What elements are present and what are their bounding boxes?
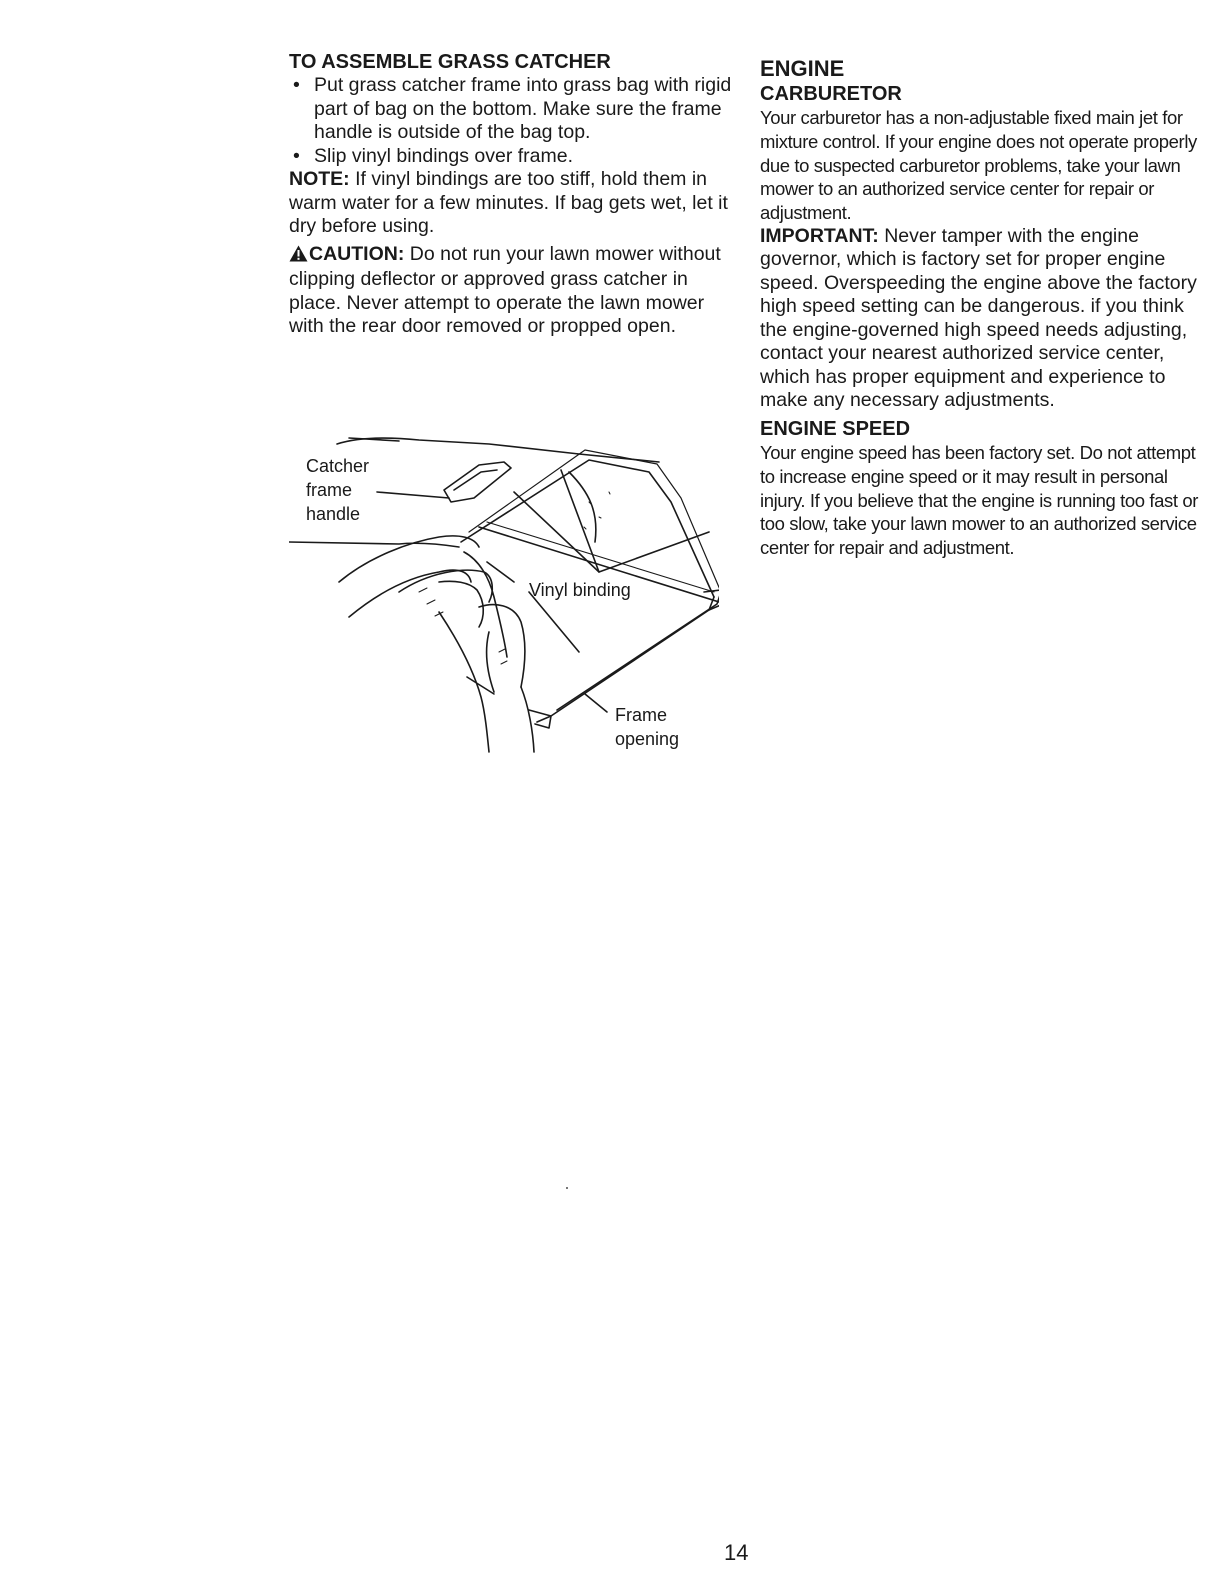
important-paragraph (760, 225, 1200, 413)
list-item (289, 74, 739, 145)
bullet-icon: • (293, 144, 300, 167)
subheading-carburetor: CARBURETOR (760, 83, 902, 105)
engine-speed-paragraph: Your engine speed has been factory set. Do not attempt to increase engine speed or it may result in personal injury. If you believe that the engine is running too fast or too slow, take your lawn mower to an authorized service center for repair and adjustment. (760, 441, 1199, 559)
section-heading-engine: ENGINE (760, 56, 845, 81)
caution-label: CAUTION: (309, 242, 405, 265)
caution-paragraph (289, 243, 739, 339)
bullet-icon: • (293, 74, 300, 96)
warning-triangle-icon (289, 245, 308, 269)
section-heading-grass-catcher: TO ASSEMBLE GRASS CATCHER (289, 51, 611, 73)
important-label: IMPORTANT: (760, 224, 879, 247)
list-item-text: Put grass catcher frame into grass bag with rigid part of bag on the bottom. Make sure the frame handle is outside of the bag top. (314, 74, 732, 143)
label-frame-opening: Frame opening (615, 705, 680, 749)
list-item-text: Slip vinyl bindings over frame. (314, 144, 574, 167)
page-number: 14 (724, 1540, 749, 1565)
carburetor-paragraph: Your carburetor has a non-adjustable fixed main jet for mixture control. If your engine does not operate properly due to suspected carburetor problems, take your lawn mower to an authorized service center for repair or adjustment. (760, 107, 1197, 224)
subheading-engine-speed: ENGINE SPEED (760, 417, 911, 440)
right-column (760, 50, 1200, 560)
left-column (289, 50, 739, 339)
grass-catcher-illustration (289, 432, 719, 757)
speck-mark (566, 1187, 568, 1189)
note-label: NOTE: (289, 168, 350, 190)
instruction-list (289, 74, 739, 168)
list-item (289, 145, 739, 169)
caution-text: Do not run your lawn mower without clipping deflector or approved grass catcher in place. Never attempt to operate the lawn mower with the rear door removed or propped open. (289, 242, 721, 337)
label-catcher-frame-handle: Catcher frame handle (306, 456, 370, 524)
note-text: If vinyl bindings are too stiff, hold them in warm water for a few minutes. If bag gets wet, let it dry before using. (289, 168, 728, 237)
label-vinyl-binding: Vinyl binding (529, 580, 631, 600)
important-text: Never tamper with the engine governor, which is factory set for proper engine speed. Overspeeding the engine above the factory high speed setting can be dangerous. if you think the engine-governed high speed needs adjusting, contact your nearest authorized service center, which has proper equipment and experience to make any necessary adjustments. (760, 224, 1197, 412)
note-paragraph (289, 168, 739, 239)
